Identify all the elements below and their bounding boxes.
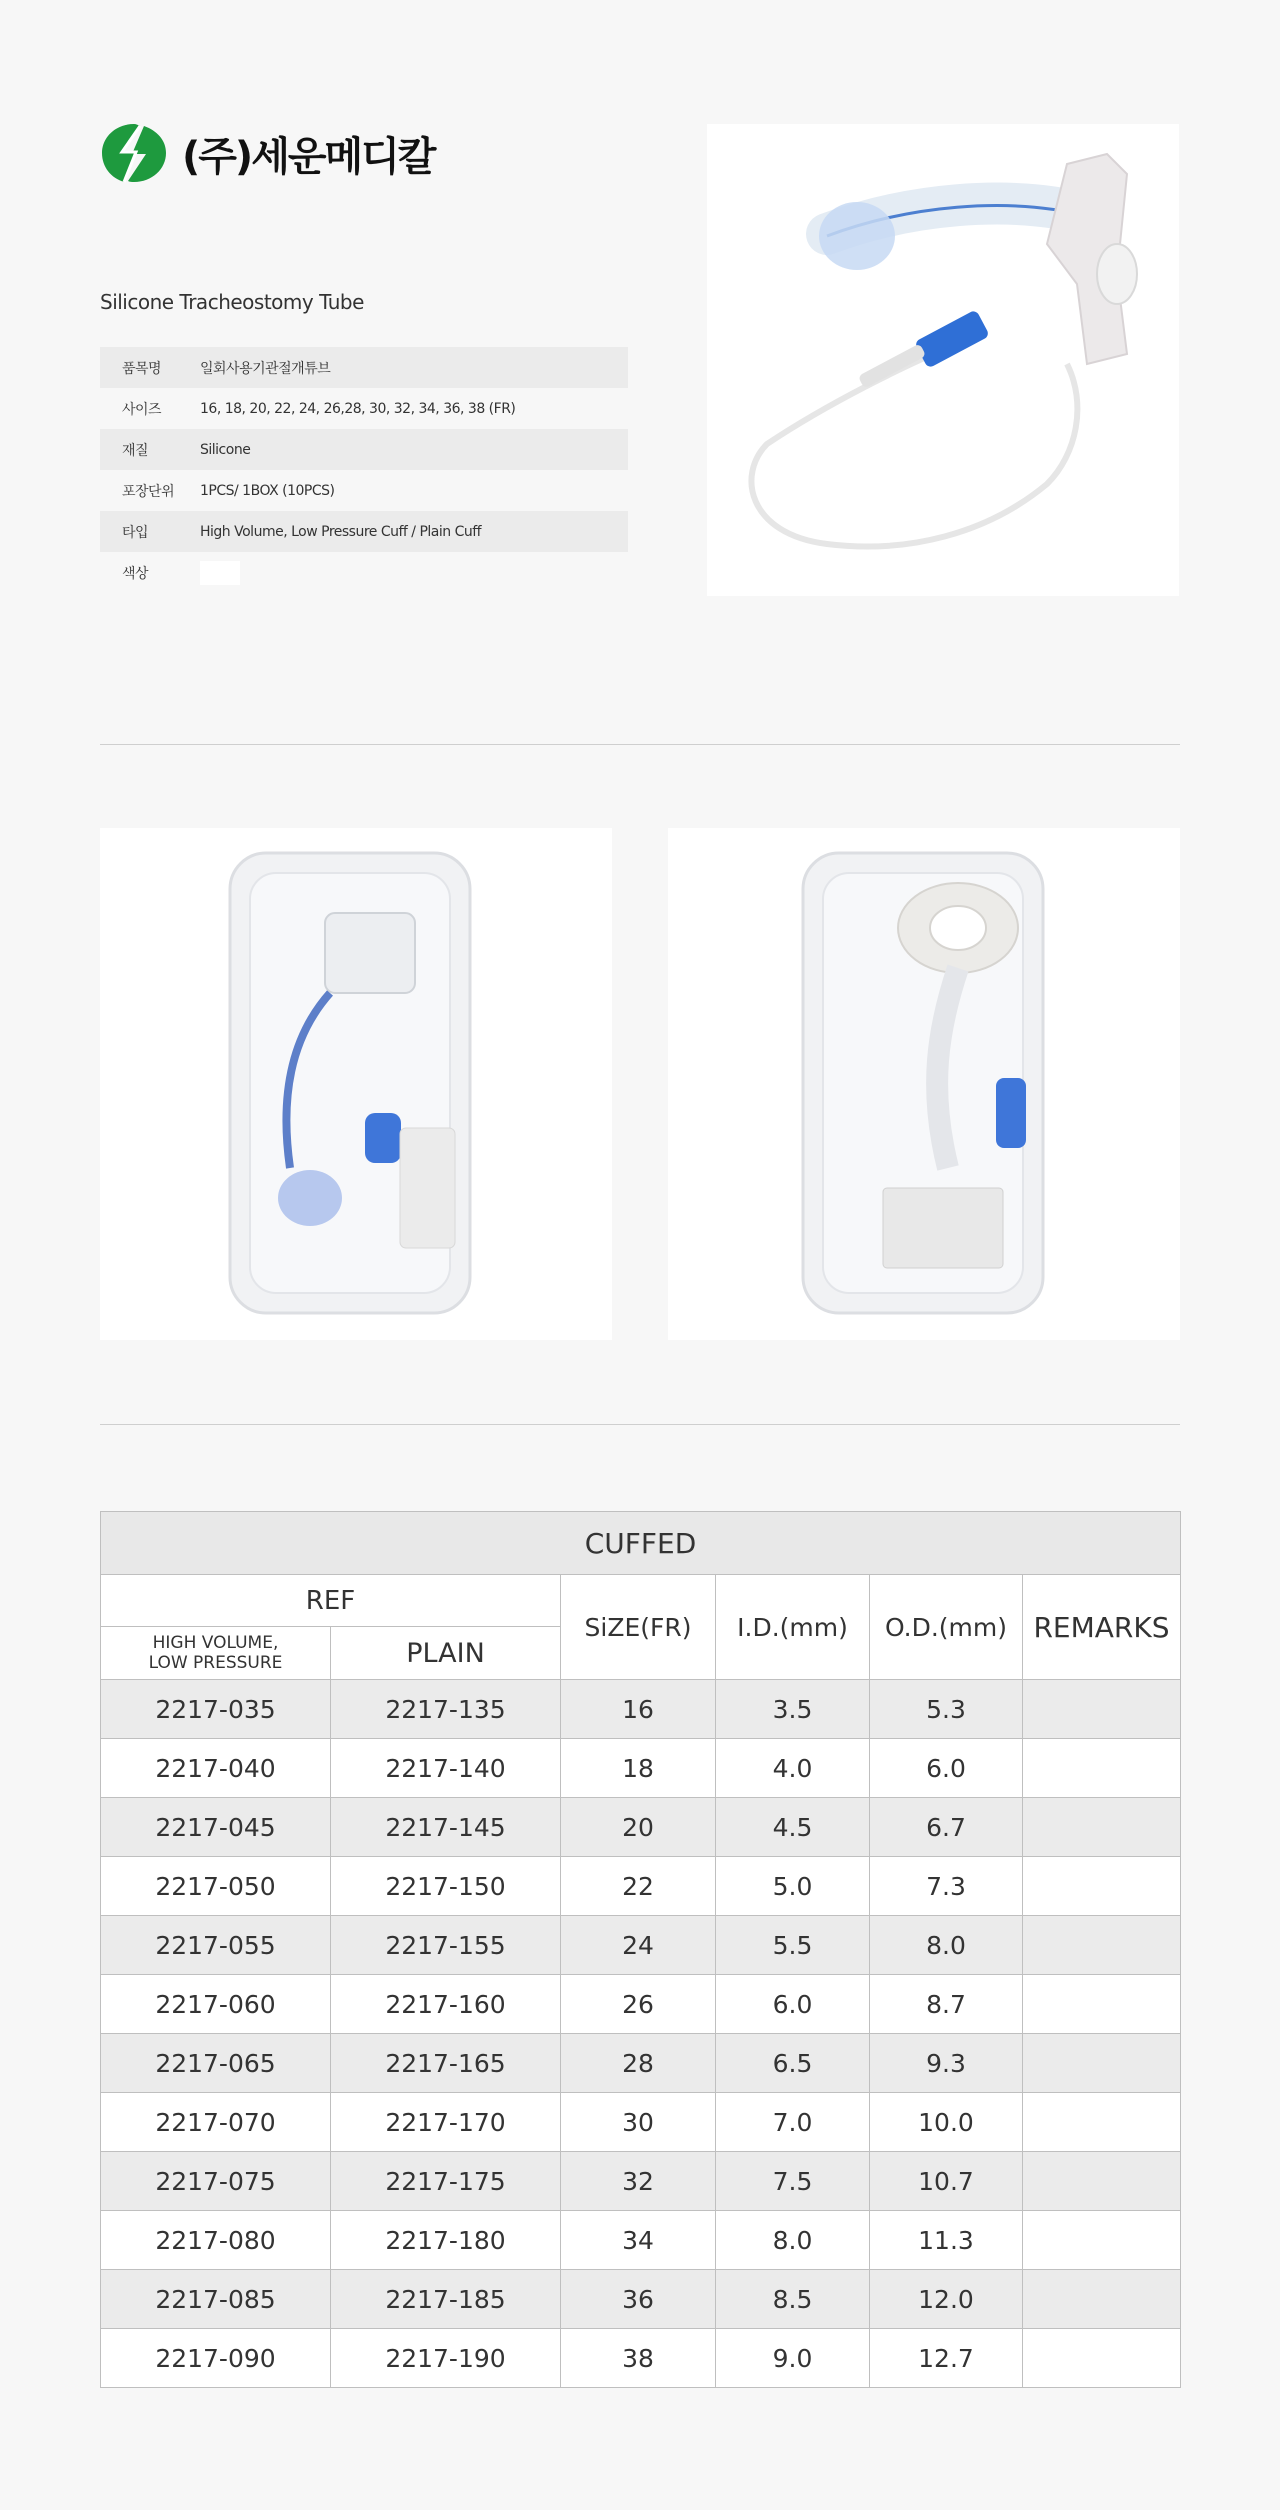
remarks-header: REMARKS	[1023, 1575, 1181, 1680]
id-cell: 5.0	[716, 1857, 870, 1916]
ref-plain-cell: 2217-165	[331, 2034, 561, 2093]
section-divider	[100, 744, 1180, 745]
size-table	[100, 1511, 1181, 2388]
ref-hvlp-cell: 2217-070	[101, 2093, 331, 2152]
ref-plain-cell: 2217-145	[331, 1798, 561, 1857]
spec-row	[100, 470, 628, 511]
od-cell: 10.0	[870, 2093, 1023, 2152]
ref-plain-cell: 2217-185	[331, 2270, 561, 2329]
table-row	[101, 2093, 1181, 2152]
hvlp-header-line: HIGH VOLUME,	[152, 1633, 279, 1653]
remarks-cell	[1023, 1680, 1181, 1739]
spec-value: 일회사용기관절개튜브	[200, 347, 628, 388]
product-title: Silicone Tracheostomy Tube	[100, 290, 364, 314]
id-header: I.D.(mm)	[716, 1575, 870, 1680]
spec-label: 품목명	[100, 347, 200, 388]
section-divider	[100, 1424, 1180, 1425]
size-cell: 18	[561, 1739, 716, 1798]
company-logo	[100, 122, 434, 184]
remarks-cell	[1023, 1857, 1181, 1916]
od-cell: 8.0	[870, 1916, 1023, 1975]
ref-hvlp-cell: 2217-090	[101, 2329, 331, 2388]
id-cell: 6.0	[716, 1975, 870, 2034]
product-photo-tube	[707, 124, 1179, 596]
ref-plain-cell: 2217-140	[331, 1739, 561, 1798]
blister-pack-plain-illustration	[668, 828, 1180, 1340]
size-cell: 16	[561, 1680, 716, 1739]
size-cell: 34	[561, 2211, 716, 2270]
id-cell: 6.5	[716, 2034, 870, 2093]
spec-value: 16, 18, 20, 22, 24, 26,28, 30, 32, 34, 36, 38 (FR)	[200, 388, 628, 429]
ref-hvlp-cell: 2217-085	[101, 2270, 331, 2329]
od-cell: 11.3	[870, 2211, 1023, 2270]
spec-table	[100, 347, 628, 593]
remarks-cell	[1023, 2211, 1181, 2270]
od-cell: 10.7	[870, 2152, 1023, 2211]
remarks-cell	[1023, 1916, 1181, 1975]
spec-row	[100, 429, 628, 470]
table-row	[101, 1975, 1181, 2034]
size-cell: 22	[561, 1857, 716, 1916]
ref-hvlp-cell: 2217-035	[101, 1680, 331, 1739]
spec-row	[100, 388, 628, 429]
remarks-cell	[1023, 1975, 1181, 2034]
hvlp-header-line: LOW PRESSURE	[148, 1653, 283, 1673]
size-cell: 24	[561, 1916, 716, 1975]
ref-hvlp-cell: 2217-065	[101, 2034, 331, 2093]
spec-label: 포장단위	[100, 470, 200, 511]
od-cell: 6.7	[870, 1798, 1023, 1857]
ref-plain-cell: 2217-155	[331, 1916, 561, 1975]
lightning-circle-logo-icon	[100, 122, 168, 184]
spec-value: 1PCS/ 1BOX (10PCS)	[200, 470, 628, 511]
ref-hvlp-cell: 2217-060	[101, 1975, 331, 2034]
remarks-cell	[1023, 1739, 1181, 1798]
blister-pack-cuffed-illustration	[100, 828, 612, 1340]
table-row	[101, 1798, 1181, 1857]
table-row	[101, 2034, 1181, 2093]
remarks-cell	[1023, 2270, 1181, 2329]
od-cell: 8.7	[870, 1975, 1023, 2034]
id-cell: 3.5	[716, 1680, 870, 1739]
product-photo-package-cuffed	[100, 828, 612, 1340]
ref-plain-cell: 2217-190	[331, 2329, 561, 2388]
ref-plain-cell: 2217-170	[331, 2093, 561, 2152]
tracheostomy-tube-illustration	[707, 124, 1179, 596]
spec-label: 색상	[100, 552, 200, 593]
table-row	[101, 1916, 1181, 1975]
od-cell: 9.3	[870, 2034, 1023, 2093]
color-swatch	[200, 561, 240, 585]
company-name: (주)세운메디칼	[182, 133, 435, 180]
spec-value: Silicone	[200, 429, 628, 470]
spec-label: 타입	[100, 511, 200, 552]
size-cell: 28	[561, 2034, 716, 2093]
size-cell: 20	[561, 1798, 716, 1857]
size-header: SiZE(FR)	[561, 1575, 716, 1680]
od-cell: 6.0	[870, 1739, 1023, 1798]
size-cell: 38	[561, 2329, 716, 2388]
size-cell: 30	[561, 2093, 716, 2152]
remarks-cell	[1023, 1798, 1181, 1857]
id-cell: 4.5	[716, 1798, 870, 1857]
table-title: CUFFED	[101, 1512, 1181, 1575]
ref-plain-cell: 2217-175	[331, 2152, 561, 2211]
size-cell: 26	[561, 1975, 716, 2034]
table-row	[101, 1857, 1181, 1916]
ref-hvlp-cell: 2217-080	[101, 2211, 331, 2270]
spec-value: High Volume, Low Pressure Cuff / Plain Cuff	[200, 511, 628, 552]
table-row	[101, 2152, 1181, 2211]
spec-label: 재질	[100, 429, 200, 470]
spec-row	[100, 347, 628, 388]
size-cell: 32	[561, 2152, 716, 2211]
ref-hvlp-cell: 2217-050	[101, 1857, 331, 1916]
ref-hvlp-cell: 2217-075	[101, 2152, 331, 2211]
ref-plain-cell: 2217-180	[331, 2211, 561, 2270]
remarks-cell	[1023, 2329, 1181, 2388]
ref-plain-cell: 2217-135	[331, 1680, 561, 1739]
spec-value-color	[200, 552, 628, 593]
ref-hvlp-cell: 2217-055	[101, 1916, 331, 1975]
id-cell: 8.0	[716, 2211, 870, 2270]
id-cell: 8.5	[716, 2270, 870, 2329]
remarks-cell	[1023, 2152, 1181, 2211]
remarks-cell	[1023, 2093, 1181, 2152]
spec-row	[100, 511, 628, 552]
od-cell: 12.7	[870, 2329, 1023, 2388]
remarks-cell	[1023, 2034, 1181, 2093]
id-cell: 4.0	[716, 1739, 870, 1798]
hvlp-header	[101, 1627, 331, 1680]
size-cell: 36	[561, 2270, 716, 2329]
od-cell: 7.3	[870, 1857, 1023, 1916]
id-cell: 9.0	[716, 2329, 870, 2388]
ref-header: REF	[101, 1575, 561, 1627]
od-header: O.D.(mm)	[870, 1575, 1023, 1680]
plain-header: PLAIN	[331, 1627, 561, 1680]
ref-hvlp-cell: 2217-040	[101, 1739, 331, 1798]
table-row	[101, 2211, 1181, 2270]
od-cell: 5.3	[870, 1680, 1023, 1739]
table-row	[101, 2329, 1181, 2388]
table-row	[101, 1680, 1181, 1739]
ref-plain-cell: 2217-160	[331, 1975, 561, 2034]
table-row	[101, 1739, 1181, 1798]
id-cell: 5.5	[716, 1916, 870, 1975]
spec-label: 사이즈	[100, 388, 200, 429]
od-cell: 12.0	[870, 2270, 1023, 2329]
product-photo-package-plain	[668, 828, 1180, 1340]
ref-hvlp-cell: 2217-045	[101, 1798, 331, 1857]
id-cell: 7.5	[716, 2152, 870, 2211]
table-row	[101, 2270, 1181, 2329]
id-cell: 7.0	[716, 2093, 870, 2152]
ref-plain-cell: 2217-150	[331, 1857, 561, 1916]
spec-row	[100, 552, 628, 593]
